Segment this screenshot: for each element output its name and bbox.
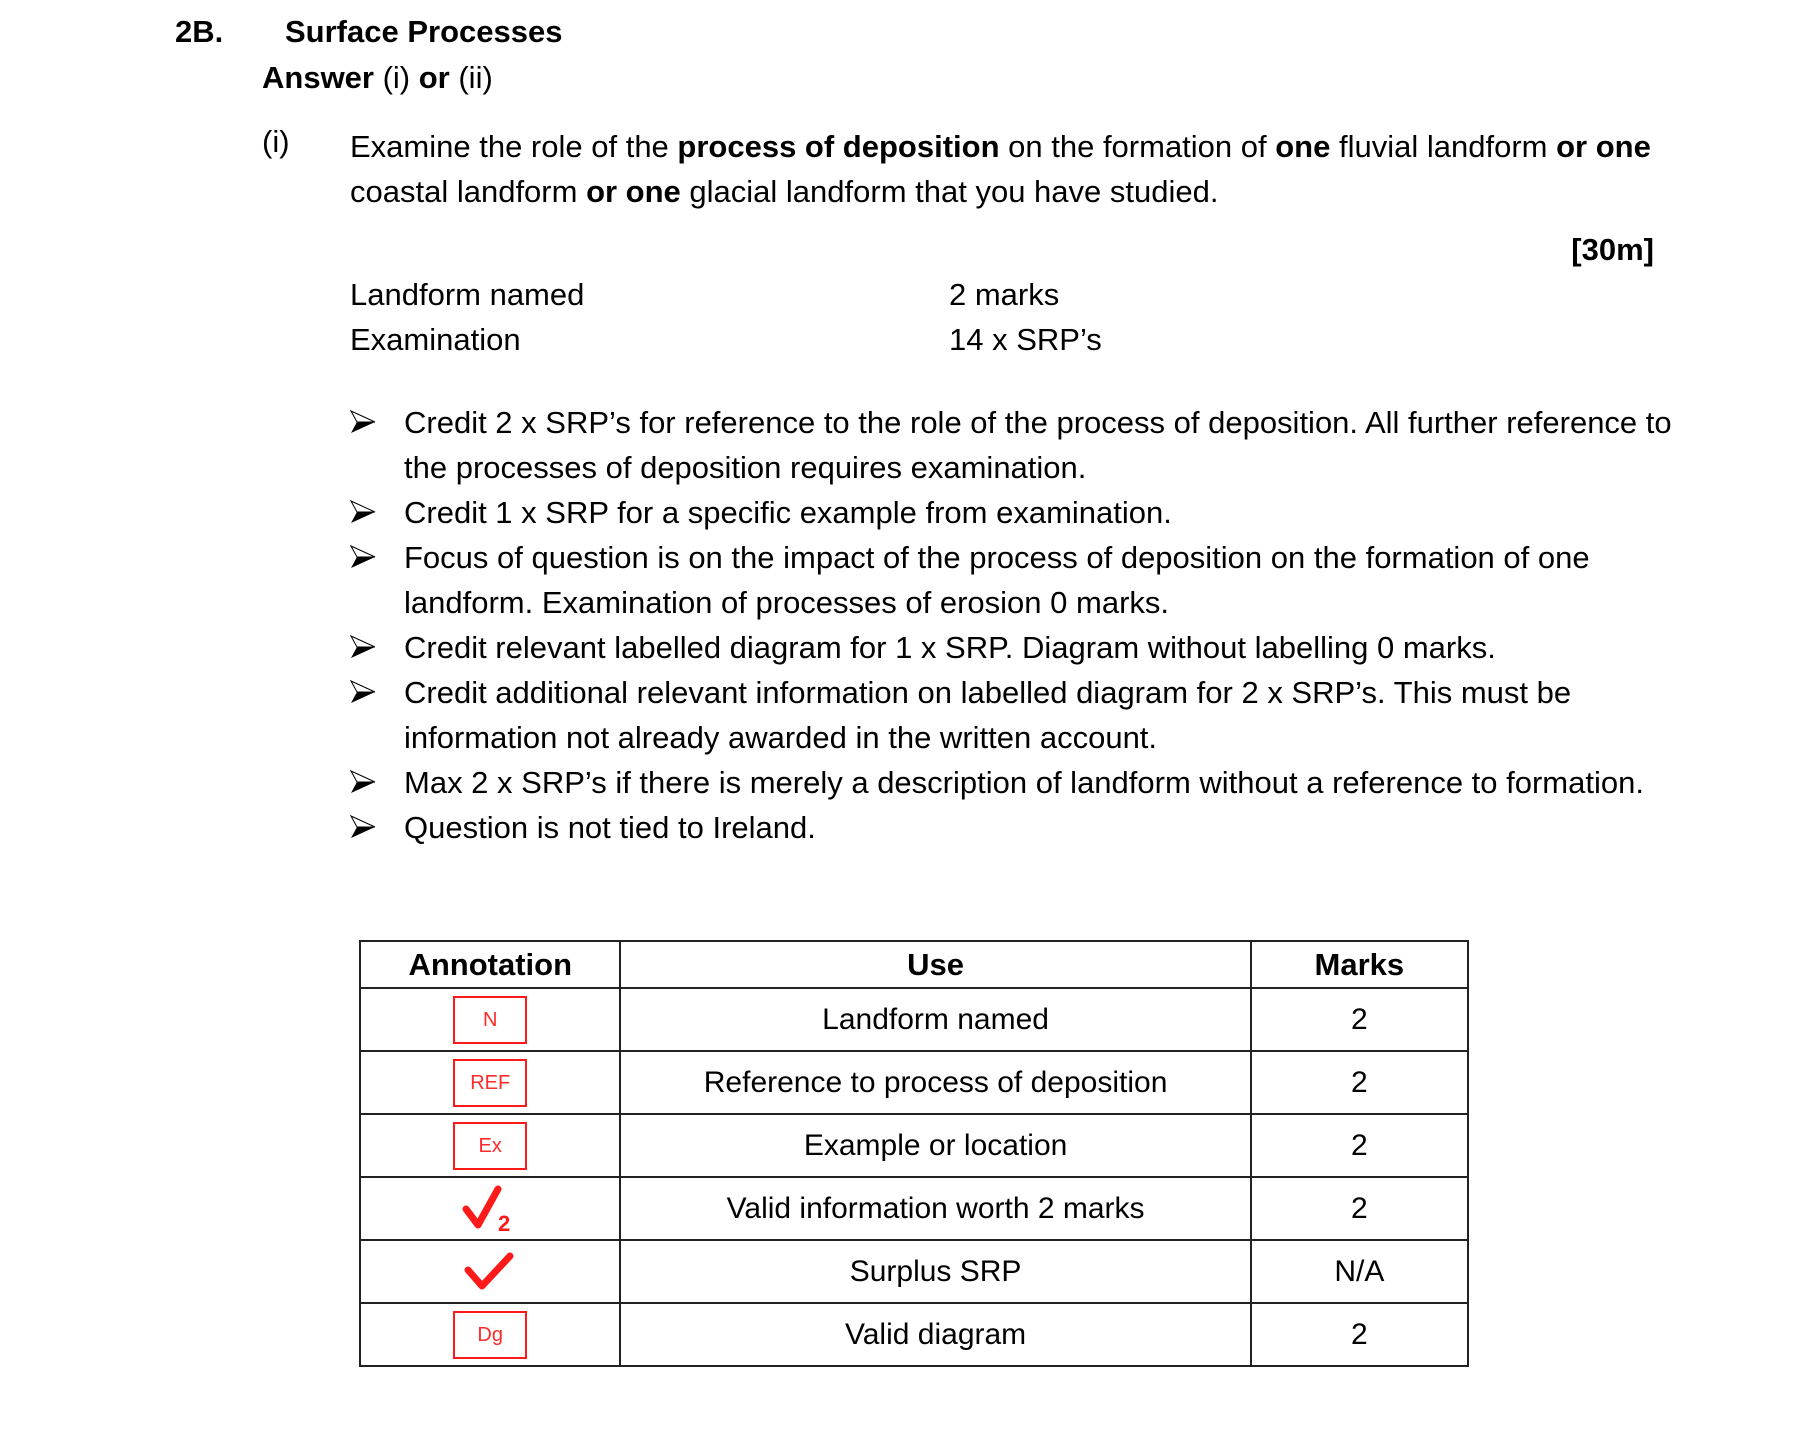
arrow-bullet-icon (350, 770, 376, 794)
table-row (360, 1303, 1468, 1366)
bullet-text: Question is not tied to Ireland. (404, 810, 816, 845)
table-row (360, 1051, 1468, 1114)
stamp-n-icon: N (453, 996, 527, 1044)
stamp-dg-icon: Dg (453, 1311, 527, 1359)
annotation-cell (360, 1114, 620, 1177)
list-item (350, 805, 1680, 850)
question-part: glacial landform that you have studied. (680, 174, 1219, 209)
scheme-value: 14 x SRP’s (949, 322, 1102, 357)
bullet-text: Focus of question is on the impact of the process of deposition on the formation of one landform. Examination of processes of erosion 0 marks. (404, 540, 1590, 620)
or-word: or (418, 60, 450, 95)
option-i: (i) (373, 60, 419, 95)
question-part-bold: one (1275, 129, 1331, 164)
question-part: coastal landform (350, 174, 587, 209)
table-row (360, 1114, 1468, 1177)
question-part: on the formation of (999, 129, 1276, 164)
bullet-text: Credit 2 x SRP’s for reference to the role of the process of deposition. All further reference to the processes of deposition requires examination. (404, 405, 1672, 485)
answer-word: Answer (262, 60, 374, 95)
question-part-bold: or one (1556, 129, 1651, 164)
list-item (350, 670, 1680, 760)
header-marks: Marks (1251, 941, 1468, 988)
arrow-bullet-icon (350, 635, 376, 659)
list-item (350, 490, 1680, 535)
table-header-row (360, 941, 1468, 988)
question-part: fluvial landform (1330, 129, 1557, 164)
use-cell: Valid diagram (620, 1303, 1250, 1366)
arrow-bullet-icon (350, 500, 376, 524)
annotation-cell (360, 1303, 620, 1366)
list-item (350, 760, 1680, 805)
arrow-bullet-icon (350, 680, 376, 704)
question-part-bold: or one (586, 174, 681, 209)
marking-notes-list (350, 400, 1680, 850)
arrow-bullet-icon (350, 545, 376, 569)
total-marks: [30m] (1571, 232, 1654, 267)
list-item (350, 625, 1680, 670)
marks-cell: 2 (1251, 988, 1468, 1051)
annotation-cell (360, 1051, 620, 1114)
question-text (350, 124, 1680, 214)
tick-icon (464, 1252, 516, 1292)
header-annotation: Annotation (360, 941, 620, 988)
marks-cell: 2 (1251, 1051, 1468, 1114)
table-row (360, 1177, 1468, 1240)
section-number: 2B. (175, 14, 224, 49)
use-cell: Landform named (620, 988, 1250, 1051)
answer-instruction (262, 60, 493, 96)
table-row (360, 1240, 1468, 1303)
annotation-table (359, 940, 1469, 1367)
use-cell: Reference to process of deposition (620, 1051, 1250, 1114)
table-row (360, 988, 1468, 1051)
option-ii: (ii) (449, 60, 493, 95)
question-number: (i) (262, 124, 290, 159)
bullet-text: Credit 1 x SRP for a specific example from examination. (404, 495, 1172, 530)
annotation-cell (360, 1240, 620, 1303)
list-item (350, 535, 1680, 625)
marks-cell: 2 (1251, 1114, 1468, 1177)
svg-text:2: 2 (498, 1210, 511, 1233)
use-cell: Surplus SRP (620, 1240, 1250, 1303)
tick-2-icon (462, 1185, 518, 1233)
section-title: Surface Processes (285, 14, 563, 49)
use-cell: Valid information worth 2 marks (620, 1177, 1250, 1240)
marks-cell: 2 (1251, 1177, 1468, 1240)
annotation-cell (360, 988, 620, 1051)
stamp-ref-icon: REF (453, 1059, 527, 1107)
use-cell: Example or location (620, 1114, 1250, 1177)
question-part: Examine the role of the (350, 129, 678, 164)
bullet-text: Max 2 x SRP’s if there is merely a description of landform without a reference to formation. (404, 765, 1644, 800)
arrow-bullet-icon (350, 815, 376, 839)
annotation-cell (360, 1177, 620, 1240)
scheme-value: 2 marks (949, 277, 1060, 312)
arrow-bullet-icon (350, 410, 376, 434)
marks-cell: 2 (1251, 1303, 1468, 1366)
scheme-label: Examination (350, 322, 521, 357)
stamp-ex-icon: Ex (453, 1122, 527, 1170)
bullet-text: Credit relevant labelled diagram for 1 x SRP. Diagram without labelling 0 marks. (404, 630, 1496, 665)
scheme-label: Landform named (350, 277, 585, 312)
question-part-bold: process of deposition (677, 129, 1000, 164)
list-item (350, 400, 1680, 490)
marks-cell: N/A (1251, 1240, 1468, 1303)
bullet-text: Credit additional relevant information on labelled diagram for 2 x SRP’s. This must be information not already awarded in the written account. (404, 675, 1572, 755)
header-use: Use (620, 941, 1250, 988)
